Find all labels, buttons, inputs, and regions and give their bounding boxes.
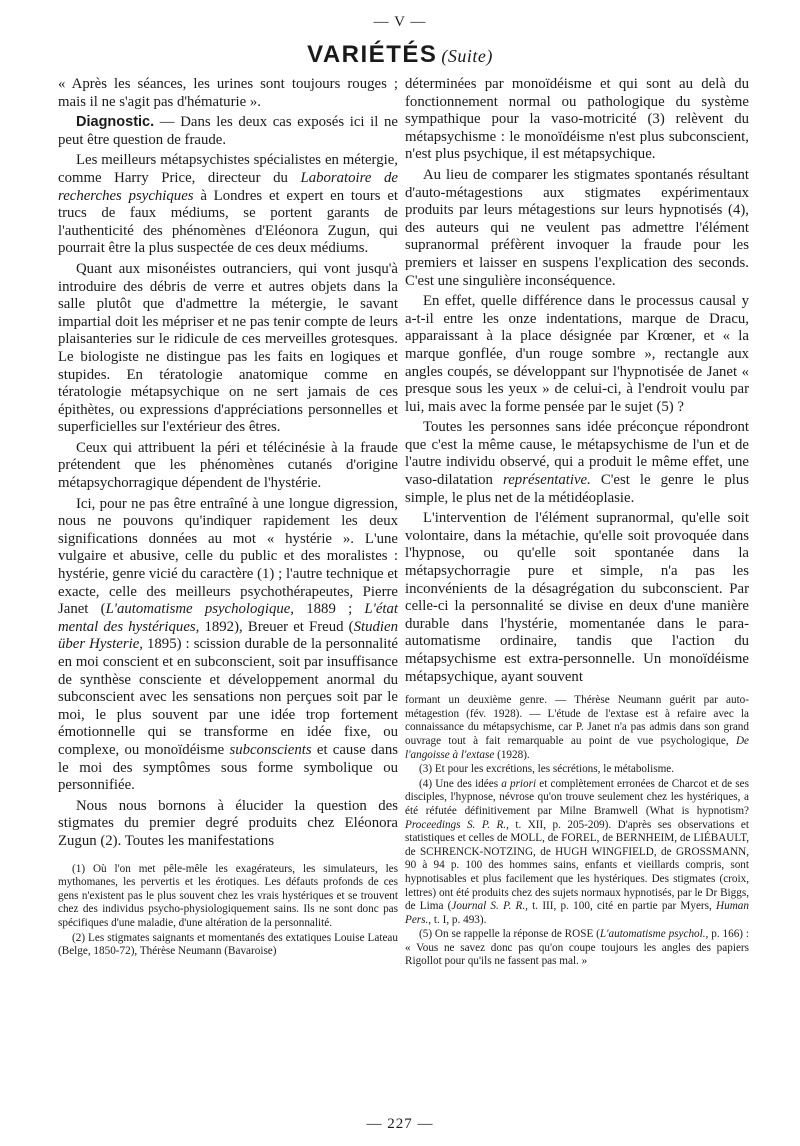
diagnostic-heading: Diagnostic. bbox=[76, 114, 155, 131]
paragraph: Toutes les personnes sans idée préconçue répondront que c'est la même cause, le métapsychisme de l'un et de l'autre individu observé, qui a produit le même effet, une vaso-dilatation représentative. C'est le genre le plus simple, le plus net de la métidéoplasie. bbox=[405, 419, 749, 506]
paragraph: « Après les séances, les urines sont toujours rouges ; mais il ne s'agit pas d'hématurie ». bbox=[58, 76, 398, 110]
section-number: — V — bbox=[373, 14, 427, 30]
footnote: (3) Et pour les excrétions, les sécrétions, le métabolisme. bbox=[419, 763, 675, 776]
page-number: — 227 — bbox=[366, 1116, 434, 1132]
title-text: VARIÉTÉS bbox=[307, 41, 438, 68]
footnote: (5) On se rappelle la réponse de ROSE (L'automatisme psychol., p. 166) : « Vous ne savez donc pas qu'on coupe toujours les angles des papiers Rigollot pour qu'ils ne fassent pas mal. » bbox=[405, 928, 750, 968]
paragraph: Nous nous bornons à élucider la question des stigmates du premier degré produits chez Eléonora Zugun (2). Toutes les manifestations bbox=[58, 797, 398, 849]
paragraph: Quant aux misonéistes outranciers, qui vont jusqu'à introduire des débris de verre et autres objets dans la salle plutôt que d'admettre la métergie, le savant impartial doit les mépriser et ne pas tenir compte de leurs plaisanteries sur le ridicule de ces merveilles grotesques. Le biologiste ne distingue pas les faits en logiques et stupides. En tératologie anatomique comme en tératologie métapsychique on ne sert jamais de ces épithètes, ou expressions d'appréciations personnelles et superficielles sur l'extérieur des êtres. bbox=[58, 260, 398, 436]
title-suffix: (Suite) bbox=[441, 46, 493, 66]
section-title bbox=[0, 41, 800, 69]
paragraph: Au lieu de comparer les stigmates spontanés résultant d'auto-métagestions aux stigmates expérimentaux produits par leurs métagestions sur leurs hypnotisés (4), des auteurs qui ne veulent pas admettre l'élément supranormal préfèrent invoquer la fraude pour les premiers et laisser en suspens l'explication des seconds. C'est une singulière inconséquence. bbox=[405, 166, 749, 289]
footnotes-left bbox=[58, 863, 398, 959]
paragraph: déterminées par monoïdéisme et qui sont au delà du fonctionnement normal ou pathologique du système sympathique pour la vaso-motricité (3) relèvent du métapsychisme : le monoïdéisme n'est plus subconscient, n'est plus psychique, il est métapsychique. bbox=[405, 76, 749, 163]
footnote: (1) Où l'on met pêle-mêle les exagérateurs, les simulateurs, les mythomanes, les pervertis et les érotiques. Les défauts profonds de ces gens n'existent pas le plus souvent chez les vrais hystériques et se trouvent chez des individus psycho-physiologiquement sains. Ils ne sont donc pas spécifiques d'une maladie, d'une altération de la personnalité. bbox=[58, 862, 398, 929]
footnote: (4) Une des idées a priori et complètement erronées de Charcot et de ses disciples, l'hypnose, névrose qu'on trouve seulement chez les hystériques, a été réfutée définitivement par Milne Bramwell (What is hypnotism? Proceedings S. P. R., t. XII, p. 205-209). D'après ses observations et statistiques et celles de MOLL, de FOREL, de BERNHEIM, de LIÉBAULT, de SCHRENCK-NOTZING, de HUGH WINGFIELD, de GROSSMANN, 90 à 94 p. 100 des hommes sains, enfants et vieillards compris, sont hypnotisables et plus facilement que les hystériques. Des stigmates (croix, lettres) ont été produits chez des sujets normaux hypnotisés, par le Dr Biggs, de Lima (Journal S. P. R., t. III, p. 100, cité en partie par Myers, Human Pers., t. I, p. 493). bbox=[405, 777, 749, 926]
paragraph: Ceux qui attribuent la péri et télécinésie à la fraude prétendent que les phénomènes cutanés d'origine métapsychorragique dépendent de l'hystérie. bbox=[58, 439, 398, 492]
footnote: (2) Les stigmates saignants et momentanés des extatiques Louise Lateau (Belge, 1850-72), Thérèse Neumann (Bavaroise) bbox=[58, 931, 398, 958]
footnote-continued: formant un deuxième genre. — Thérèse Neumann guérit par auto-métagestion (fév. 1928). — L'étude de l'extase est à refaire avec la connaissance du métapsychisme, car P. Janet n'a pas admis dans son grand ouvrage tout à fait remarquable au point de vue psychologique, De l'angoisse à l'extase (1928). bbox=[405, 694, 749, 761]
paragraph-diagnostic: Diagnostic. — Dans les deux cas exposés ici il ne peut être question de fraude. bbox=[58, 114, 398, 148]
paragraph: Les meilleurs métapsychistes spécialistes en métergie, comme Harry Price, directeur du Laboratoire de recherches psychiques à Londres et expert en tours et trucs de faux médiums, se portent garants de l'authenticité des phénomènes d'Eléonora Zugun, qui pourrait être la plus suspectée de ces deux médiums. bbox=[58, 152, 398, 257]
paragraph: En effet, quelle différence dans le processus causal y a-t-il entre les onze indentations, marque de Dracu, apparaissant à la place désignée par Krœner, et « la marque gonflée, d'un rouge sombre », rectangle aux angles coupés, se développant sur l'hypnotisée de Janet « presque sous les yeux » de celui-ci, à l'endroit voulu par lui, mais avec la forme pensée par le sujet (5) ? bbox=[405, 293, 749, 415]
right-column bbox=[405, 76, 749, 969]
paragraph: Ici, pour ne pas être entraîné à une longue digression, nous ne pouvons qu'indiquer rapidement les deux significations données au mot « hystérie ». L'une vulgaire et abusive, celle du public et des moralistes : hystérie, genre vicié du caractère (1) ; l'autre technique et exacte, celle des meilleurs psychothérapeutes, Pierre Janet (L'automatisme psychologique, 1889 ; L'état mental des hystériques, 1892), Breuer et Freud (Studien über Hysterie, 1895) : scission durable de la personnalité en moi conscient et en subconscient, soit par insuffisance de synthèse consciente et développement anormal du subconscient avec les sensations non perçues soit par le moi, le plus souvent par une idée trop fortement émotionnelle qui se transforme en idée fixe, ou complexe, ou monoïdéisme subconscients et cause dans le moi des symptômes sous forme symbolique ou personnifiée. bbox=[58, 495, 399, 794]
footnotes-right bbox=[405, 694, 749, 969]
paragraph: L'intervention de l'élément supranormal, qu'elle soit volontaire, dans la métachie, qu'elle soit provoquée dans l'hypnose, ou qu'elle soit spontanée dans la métapsychorragie pure et simple, n'a pas les inconvénients de la désagrégation du subconscient. Par celle-ci la personnalité se divise en deux d'une manière durable dans l'hystérie, momentanée dans le para-automatisme ordinaire, tandis que l'action du métapsychisme est extra-personnelle. Un monoïdéisme métapsychique, ayant souvent bbox=[405, 510, 749, 685]
left-column bbox=[58, 76, 398, 959]
